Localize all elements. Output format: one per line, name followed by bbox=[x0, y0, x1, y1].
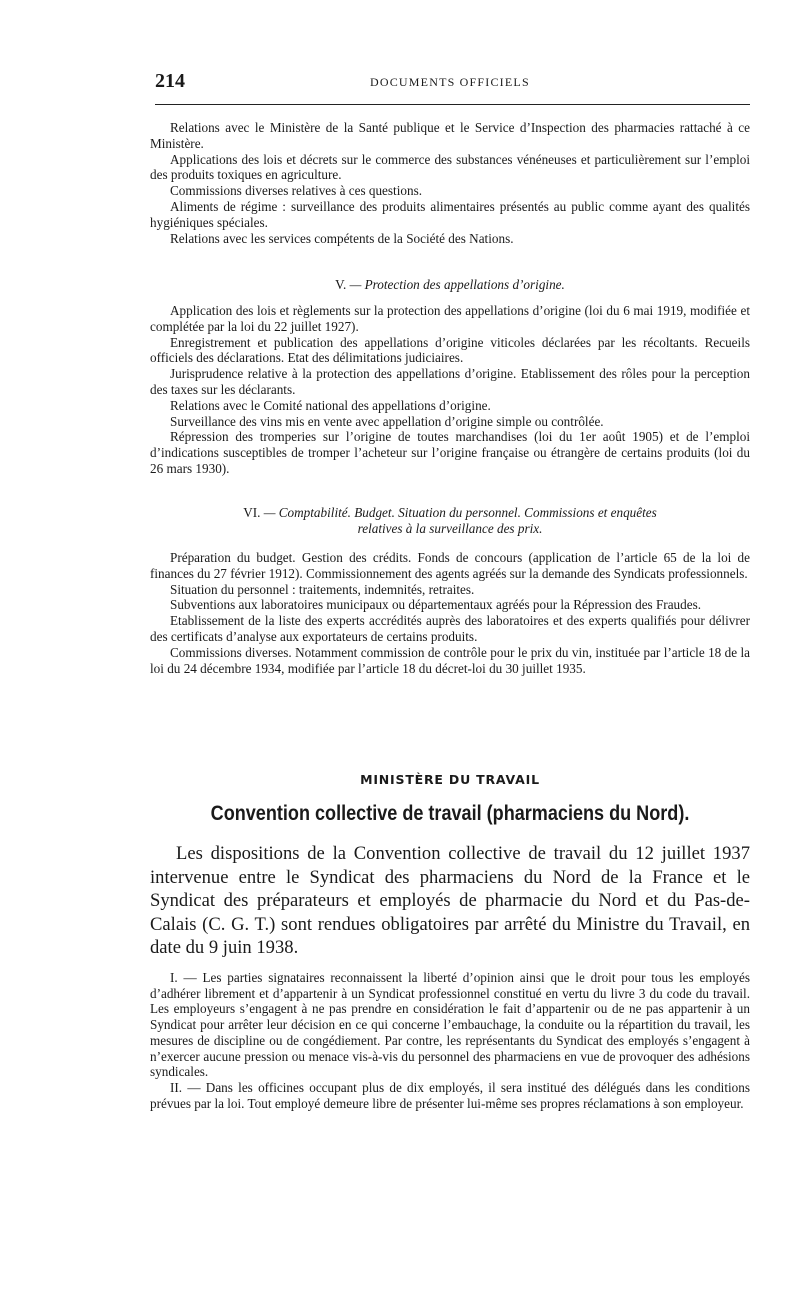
page-number: 214 bbox=[155, 70, 185, 92]
page-header bbox=[155, 70, 750, 100]
paragraph: Relations avec le Ministère de la Santé publique et le Service d’Inspection des pharmacies rattaché à ce Ministère. bbox=[150, 120, 750, 151]
section-vi-heading: VI. — Comptabilité. Budget. Situation du personnel. Commissions et enquêtes relatives à la surveillance des prix. bbox=[243, 505, 657, 536]
article-ii: II. — Dans les officines occupant plus de dix employés, il sera institué des délégués dans les conditions prévues par la loi. Tout employé demeure libre de présenter lui-même ses propres réclamations à son employeur. bbox=[150, 1079, 750, 1111]
article-i: I. — Les parties signataires reconnaissent la liberté d’opinion ainsi que le droit pour tous les employés d’adhérer librement et d’appartenir à un Syndicat professionnel constitué en vertu du livre 3 du code du travail. Les employeurs s’engagent à ne pas prendre en considération le fait d’appartenir ou de ne pas appartenir à un Syndicat pour arrêter leur décision en ce qui concerne l’embauchage, la conduite ou la répartition du travail, les mesures de discipline ou de congédiement. Par contre, les représentants du Syndicat des employés s’engagent à n’exercer aucune pression ou menace vis-à-vis du personnel des pharmaciens en vue de provoquer des adhésions syndicales. bbox=[150, 970, 750, 1080]
paragraph: Application des lois et règlements sur la protection des appellations d’origine (loi du 6 mai 1919, modifiée et complétée par la loi du 22 juillet 1927). bbox=[150, 303, 750, 334]
paragraph: Répression des tromperies sur l’origine de toutes marchandises (loi du 1er août 1905) et de l’emploi d’indications susceptibles de tromper l’acheteur sur l’origine française ou étrangère de certains produits (loi du 26 mars 1930). bbox=[150, 429, 750, 476]
paragraph: Commissions diverses relatives à ces questions. bbox=[170, 183, 422, 199]
paragraph: Commissions diverses. Notamment commission de contrôle pour le prix du vin, instituée par l’article 18 de la loi du 24 décembre 1934, modifiée par l’article 18 du décret-loi du 30 juillet 1935. bbox=[150, 644, 750, 676]
convention-articles bbox=[150, 970, 750, 1111]
ministry-heading: MINISTÈRE DU TRAVAIL bbox=[360, 772, 540, 787]
paragraph: Enregistrement et publication des appellations d’origine viticoles déclarées par les récoltants. Recueils officiels des déclarations. Etat des délimitations judiciaires. bbox=[150, 334, 750, 366]
convention-title: Convention collective de travail (pharmaciens du Nord). bbox=[210, 802, 690, 825]
section-v-heading: V. — Protection des appellations d’origine. bbox=[335, 277, 565, 292]
header-rule bbox=[155, 104, 750, 105]
running-title: DOCUMENTS OFFICIELS bbox=[370, 75, 530, 89]
paragraph: Applications des lois et décrets sur le commerce des substances vénéneuses et particulièrement sur l’emploi des produits toxiques en agriculture. bbox=[150, 151, 750, 183]
section-vi-body bbox=[150, 550, 750, 676]
lead-paragraph: Les dispositions de la Convention collective de travail du 12 juillet 1937 intervenue entre le Syndicat des pharmaciens du Nord de la France et le Syndicat des préparateurs et employés de pharmacie du Nord et du Pas-de-Calais (C. G. T.) sont rendues obligatoires par arrêté du Ministre du Travail, en date du 9 juin 1938. bbox=[150, 843, 750, 959]
paragraph: Relations avec le Comité national des appellations d’origine. bbox=[170, 397, 491, 413]
paragraph: Situation du personnel : traitements, indemnités, retraites. bbox=[170, 581, 475, 597]
paragraph: Subventions aux laboratoires municipaux ou départementaux agréés pour la Répression des Fraudes. bbox=[170, 597, 702, 613]
section-v-body bbox=[150, 303, 750, 477]
paragraph: Aliments de régime : surveillance des produits alimentaires présentés au public comme ayant des qualités hygiéniques spéciales. bbox=[150, 198, 750, 230]
paragraph: Jurisprudence relative à la protection des appellations d’origine. Etablissement des rôles pour la perception des taxes sur les déclarants. bbox=[150, 366, 750, 397]
paragraph: Relations avec les services compétents de la Société des Nations. bbox=[170, 230, 514, 246]
section-iv-continuation bbox=[150, 120, 750, 246]
paragraph: Préparation du budget. Gestion des crédits. Fonds de concours (application de l’article 65 de la loi de finances du 27 février 1912). Commissionnement des agents agréés sur la demande des Syndicats professionnels. bbox=[150, 550, 750, 581]
paragraph: Etablissement de la liste des experts accrédités auprès des laboratoires et des experts qualifiés pour délivrer des certificats d’analyse aux exportateurs de certains produits. bbox=[150, 613, 750, 644]
paragraph: Surveillance des vins mis en vente avec appellation d’origine simple ou contrôlée. bbox=[170, 413, 604, 429]
